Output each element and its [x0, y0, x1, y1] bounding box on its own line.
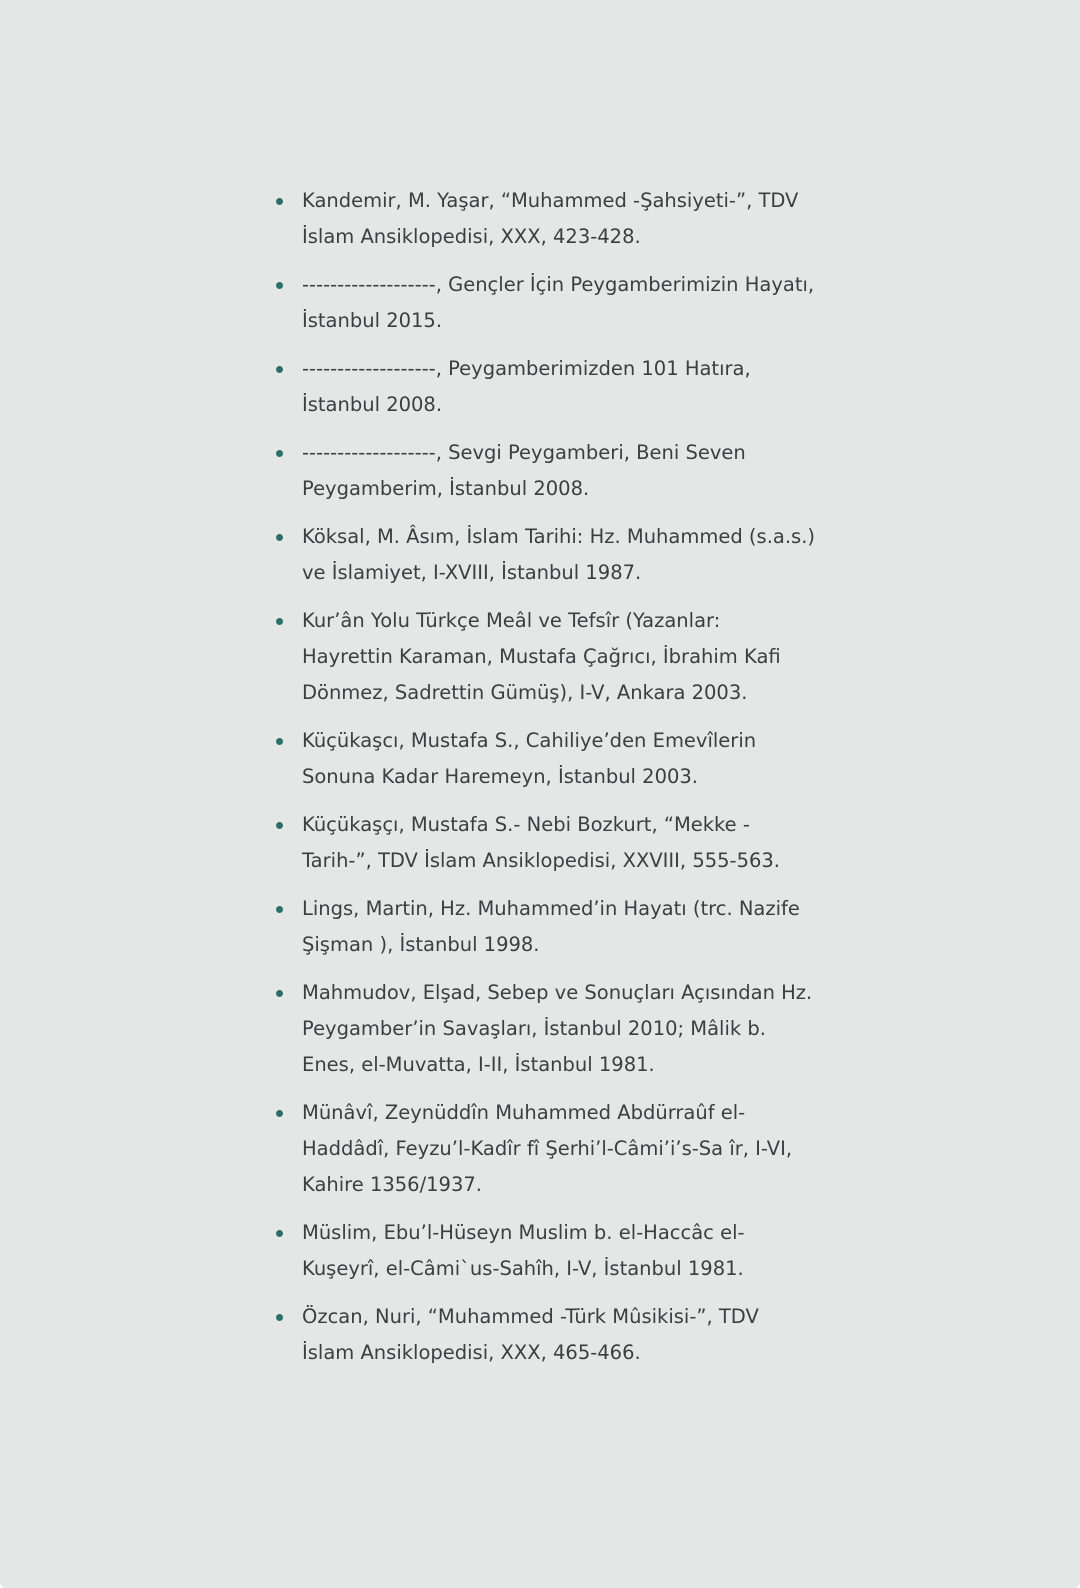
- list-item: [276, 1215, 816, 1287]
- bullet-icon: [276, 366, 283, 373]
- reference-text: Lings, Martin, Hz. Muhammed’in Hayatı (trc. Nazife Şişman ), İstanbul 1998.: [302, 897, 800, 956]
- list-item: [276, 351, 816, 423]
- reference-text: Münâvî, Zeynüddîn Muhammed Abdürraûf el-Haddâdî, Feyzu’l-Kadîr fî Şerhi’l-Câmi’i’s-Sa îr, I-VI, Kahire 1356/1937.: [302, 1101, 793, 1196]
- bullet-icon: [276, 450, 283, 457]
- bullet-icon: [276, 1230, 283, 1237]
- list-item: [276, 891, 816, 963]
- reference-text: -------------------, Sevgi Peygamberi, Beni Seven Peygamberim, İstanbul 2008.: [302, 441, 746, 500]
- reference-text: Mahmudov, Elşad, Sebep ve Sonuçları Açısından Hz. Peygamber’in Savaşları, İstanbul 2010; Mâlik b. Enes, el-Muvatta, I-II, İstanbul 1981.: [302, 981, 813, 1076]
- list-item: [276, 1299, 816, 1371]
- reference-text: Küçükaşcı, Mustafa S., Cahiliye’den Emevîlerin Sonuna Kadar Haremeyn, İstanbul 2003.: [302, 729, 757, 788]
- bullet-icon: [276, 1110, 283, 1117]
- bullet-icon: [276, 822, 283, 829]
- bullet-icon: [276, 282, 283, 289]
- bullet-icon: [276, 990, 283, 997]
- bullet-icon: [276, 738, 283, 745]
- list-item: [276, 519, 816, 591]
- reference-list: [276, 183, 816, 1383]
- list-item: [276, 975, 816, 1083]
- reference-text: Özcan, Nuri, “Muhammed -Türk Mûsikisi-”, TDV İslam Ansiklopedisi, XXX, 465-466.: [302, 1305, 759, 1364]
- reference-text: Kandemir, M. Yaşar, “Muhammed -Şahsiyeti-”, TDV İslam Ansiklopedisi, XXX, 423-428.: [302, 189, 799, 248]
- reference-text: Kur’ân Yolu Türkçe Meâl ve Tefsîr (Yazanlar: Hayrettin Karaman, Mustafa Çağrıcı, İbrahim Kafi Dönmez, Sadrettin Gümüş), I-V, Ankara 2003.: [302, 609, 781, 704]
- reference-text: -------------------, Gençler İçin Peygamberimizin Hayatı, İstanbul 2015.: [302, 273, 815, 332]
- list-item: [276, 1095, 816, 1203]
- reference-text: -------------------, Peygamberimizden 101 Hatıra, İstanbul 2008.: [302, 357, 751, 416]
- list-item: [276, 183, 816, 255]
- bullet-icon: [276, 198, 283, 205]
- list-item: [276, 807, 816, 879]
- bullet-icon: [276, 534, 283, 541]
- bullet-icon: [276, 618, 283, 625]
- bullet-icon: [276, 1314, 283, 1321]
- reference-text: Köksal, M. Âsım, İslam Tarihi: Hz. Muhammed (s.a.s.) ve İslamiyet, I-XVIII, İstanbul 1987.: [302, 525, 816, 584]
- list-item: [276, 435, 816, 507]
- reference-text: Müslim, Ebu’l-Hüseyn Muslim b. el-Haccâc el-Kuşeyrî, el-Câmi`us-Sahîh, I-V, İstanbul 1981.: [302, 1221, 745, 1280]
- list-item: [276, 603, 816, 711]
- list-item: [276, 267, 816, 339]
- list-item: [276, 723, 816, 795]
- reference-text: Küçükaşçı, Mustafa S.- Nebi Bozkurt, “Mekke -Tarih-”, TDV İslam Ansiklopedisi, XXVIII, 555-563.: [302, 813, 780, 872]
- bullet-icon: [276, 906, 283, 913]
